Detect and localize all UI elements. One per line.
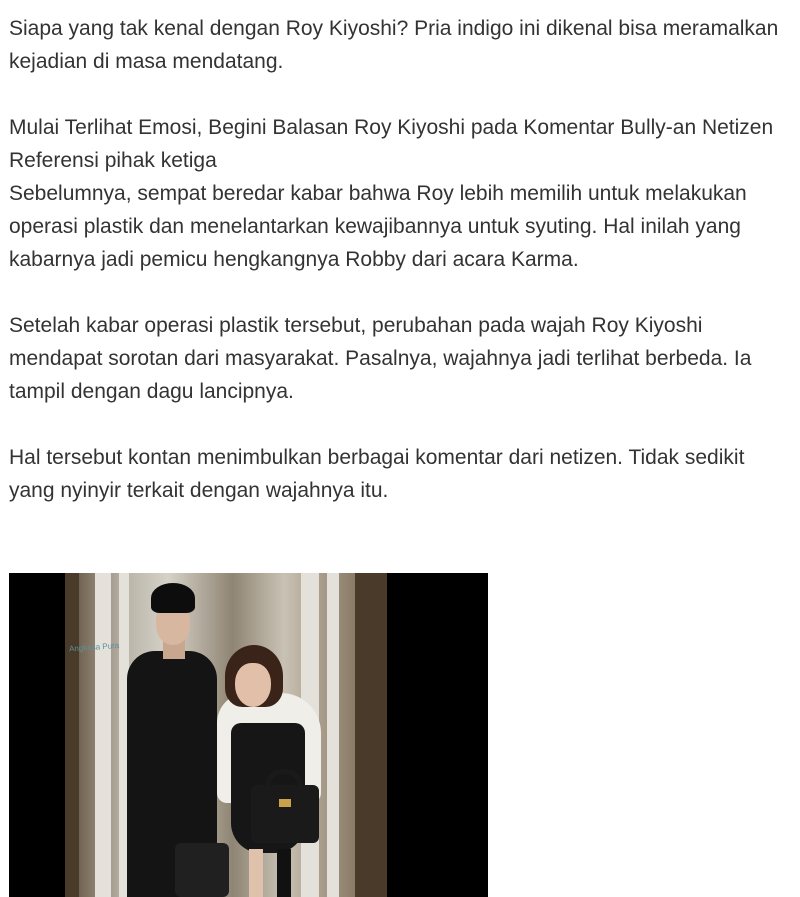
photo-man-bag xyxy=(175,843,229,897)
article-paragraph-face-change: Setelah kabar operasi plastik tersebut, perubahan pada wajah Roy Kiyoshi mendapat sorotan dari masyarakat. Pasalnya, wajahnya jadi terlihat berbeda. Ia tampil dengan dagu lancipnya. xyxy=(9,314,752,403)
photo-woman-face xyxy=(235,663,271,707)
photo-man-hair xyxy=(151,583,195,613)
photo-woman-leg xyxy=(249,849,263,897)
article-photo-frame xyxy=(9,573,488,897)
photo-background-wall xyxy=(355,573,387,897)
article-body xyxy=(9,12,784,507)
article-photo xyxy=(65,573,387,897)
photo-wall-sign: Angkasa Pura xyxy=(68,640,120,654)
photo-handbag xyxy=(251,785,319,843)
article-paragraph-rumor: Sebelumnya, sempat beredar kabar bahwa Roy lebih memilih untuk melakukan operasi plastik dan menelantarkan kewajibannya untuk syuting. Hal inilah yang kabarnya jadi pemicu hengkangnya Robby dari acara Karma. xyxy=(9,182,747,271)
article-paragraph-netizen-comments: Hal tersebut kontan menimbulkan berbagai komentar dari netizen. Tidak sedikit yang nyinyir terkait dengan wajahnya itu. xyxy=(9,446,745,502)
paragraph-spacer xyxy=(9,276,784,309)
photo-background-wall xyxy=(65,573,79,897)
third-party-reference-label: Referensi pihak ketiga xyxy=(9,149,217,172)
photo-background-pillar xyxy=(327,573,339,897)
related-article-link[interactable]: Mulai Terlihat Emosi, Begini Balasan Roy Kiyoshi pada Komentar Bully-an Netizen xyxy=(9,116,774,139)
paragraph-spacer xyxy=(9,408,784,441)
photo-woman-boot xyxy=(277,849,291,897)
paragraph-spacer xyxy=(9,78,784,111)
photo-background-pillar xyxy=(95,573,111,897)
photo-handbag-clasp xyxy=(279,799,291,807)
article-paragraph-intro: Siapa yang tak kenal dengan Roy Kiyoshi? Pria indigo ini dikenal bisa meramalkan kejadian di masa mendatang. xyxy=(9,17,779,73)
